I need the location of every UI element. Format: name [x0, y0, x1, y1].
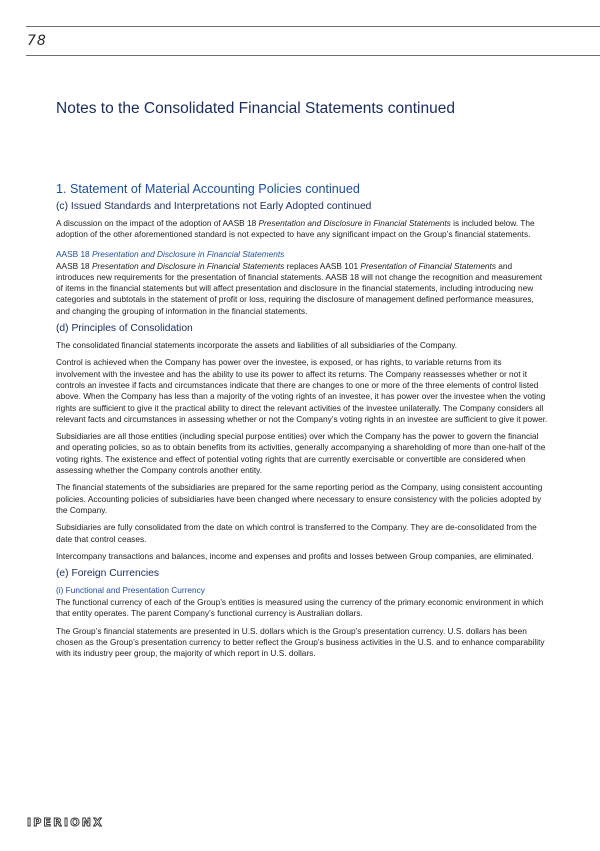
paragraph: The consolidated financial statements incorporate the assets and liabilities of all subsidiaries of the Company.: [56, 340, 458, 351]
page-title: Notes to the Consolidated Financial Statements continued: [56, 100, 455, 117]
subsection-e-heading: (e) Foreign Currencies: [56, 568, 160, 580]
paragraph: Subsidiaries are all those entities (including special purpose entities) over which the Company has the power to govern the financial and operating policies, so as to obtain benefits from its activities, generally accompanying a shareholding of more than one-half of the voting rights. The existence and effect of potential voting rights that are currently exercisable or convertible are considered when assessing whether the Company controls another entity.: [56, 431, 546, 476]
aasb18-heading: AASB 18 Presentation and Disclosure in Financial Statements: [56, 248, 285, 259]
paragraph: The Group’s financial statements are presented in U.S. dollars which is the Group’s presentation currency. U.S. dollars has been chosen as the Group’s presentation currency to better reflect the Group’s business activities in the U.S. and to enhance comparability with its industry peer group, the majority of which report in U.S. dollars.: [56, 625, 545, 659]
subsection-e-i-heading: (i) Functional and Presentation Currency: [56, 585, 205, 596]
content: [56, 182, 548, 666]
paragraph: Subsidiaries are fully consolidated from the date on which control is transferred to the Company. They are de-consolidated from the date that control ceases.: [56, 522, 537, 544]
header-bottom-rule: [26, 55, 600, 56]
subsection-c-heading: (c) Issued Standards and Interpretations not Early Adopted continued: [56, 201, 372, 212]
paragraph: The financial statements of the subsidiaries are prepared for the same reporting period as the Company, using consistent accounting policies. Accounting policies of subsidiaries have been changed where necessary to ensure consistency with the policies adopted by the Company.: [56, 482, 543, 515]
header-top-rule: [26, 26, 600, 27]
section-title: 1. Statement of Material Accounting Policies continued: [56, 182, 360, 196]
iperionx-logo: [27, 815, 127, 829]
paragraph: The functional currency of each of the Group’s entities is measured using the currency of the primary economic environment in which that entity operates. The parent Company’s functional currency is Australian dollars.: [56, 597, 544, 619]
paragraph: Control is achieved when the Company has power over the investee, is exposed, or has rights, to variable returns from its involvement with the investee and has the ability to use its power to affect its returns. The Company reassesses whether or not it controls an investee if facts and circumstances indicate that there are changes to one or more of the three elements of control listed above. When the Company has less than a majority of the voting rights of an investee, it has power over the investee when the voting rights are sufficient to give it the practical ability to direct the relevant activities of the investee unilaterally. The Company considers all relevant facts and circumstances in assessing whether or not the Company’s voting rights in an investee are sufficient to give it power.: [56, 357, 548, 424]
subsection-d-heading: (d) Principles of Consolidation: [56, 323, 193, 335]
page-number: 78: [27, 33, 47, 49]
paragraph: Intercompany transactions and balances, income and expenses and profits and losses between Group companies, are eliminated.: [56, 550, 534, 561]
logo-text: IPERIONX: [27, 816, 104, 829]
paragraph: AASB 18 Presentation and Disclosure in Financial Statements replaces AASB 101 Presentation of Financial Statements and introduces new requirements for the presentation of financial statements. AASB 18 will not change the recognition and measurement of items in the financial statements but will affect presentation and disclosure in the financial statements, including introducing new categories and subtotals in the statement of profit or loss, requiring the disclosure of management defined performance measures, and changing the grouping of information in the financial statements.: [56, 260, 543, 316]
paragraph: A discussion on the impact of the adoption of AASB 18 Presentation and Disclosure in Financial Statements is included below. The adoption of the other aforementioned standard is not expected to have any significant impact on the Group’s financial statements.: [56, 218, 535, 240]
